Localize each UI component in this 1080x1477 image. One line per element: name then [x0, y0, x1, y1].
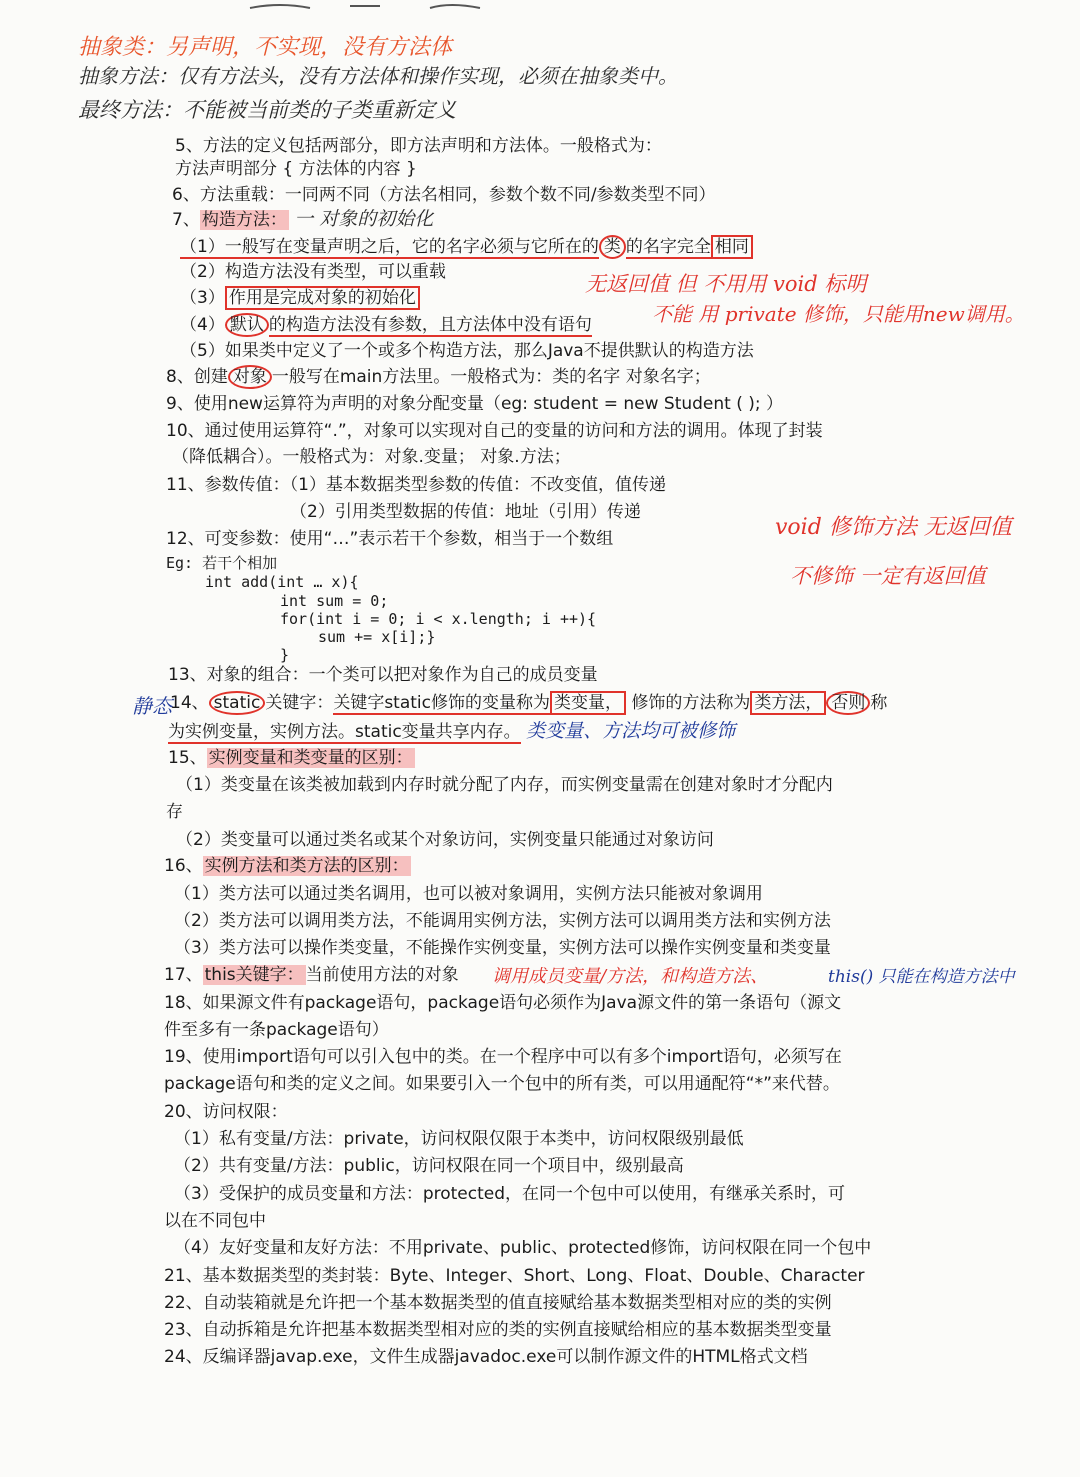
code-line-6: }	[280, 646, 290, 664]
item-7-3-number: （3）	[180, 288, 225, 308]
handwritten-abstract-method: 抽象方法：仅有方法头，没有方法体和操作实现，必须在抽象类中。	[78, 64, 678, 88]
item-6: 6、方法重载：一同两不同（方法名相同，参数个数不同/参数类型不同）	[172, 185, 716, 205]
item-7	[172, 208, 433, 231]
item-15-number: 15、	[168, 748, 207, 768]
handwritten-this-constructor-note: this() 只能在构造方法中	[828, 967, 1015, 987]
item-7-1-text: （1）一般写在变量声明之后，它的名字必须与它所在的	[180, 237, 599, 257]
item-14-number: 14、	[170, 693, 209, 713]
item-22: 22、自动装箱就是允许把一个基本数据类型的值直接赋给基本数据类型相对应的类的实例	[164, 1293, 832, 1313]
handwritten-no-return: 无返回值 但 不用用 void 标明	[585, 272, 867, 296]
item-20-4: （4）友好变量和友好方法：不用private、public、protected修饰，访问权限在同一个包中	[174, 1238, 872, 1258]
item-15-2: （2）类变量可以通过类名或某个对象访问，实例变量只能通过对象访问	[176, 830, 714, 850]
item-8-circled: 对象	[228, 365, 272, 389]
item-16-number: 16、	[164, 856, 203, 876]
handwritten-static-label: 静态	[132, 694, 172, 718]
code-line-2: int add(int … x){	[205, 573, 359, 591]
item-16-1: （1）类方法可以通过类名调用，也可以被对象调用，实例方法只能被对象调用	[174, 884, 763, 904]
handwritten-no-private: 不能 用 private 修饰，只能用new调用。	[652, 302, 1025, 326]
item-7-1-circled: 类	[599, 235, 626, 259]
item-19-line-2: package语句和类的定义之间。如果要引入一个包中的所有类，可以用通配符“*”来代替。	[164, 1074, 840, 1094]
item-14-text-b: 修饰的方法称为	[631, 693, 751, 713]
item-24: 24、反编译器javap.exe，文件生成器javadoc.exe可以制作源文件的HTML格式文档	[164, 1347, 808, 1367]
item-7-4-circled: 默认	[225, 313, 269, 337]
handwritten-this-note: 调用成员变量/方法，和构造方法、	[492, 966, 769, 987]
item-7-1-text-b: 的名字完全	[625, 237, 711, 257]
item-17-text: 当前使用方法的对象	[305, 965, 459, 985]
item-16-highlight: 实例方法和类方法的区别：	[204, 856, 409, 876]
item-14-text: 关键字static修饰的变量称为	[333, 693, 551, 713]
item-16-2: （2）类方法可以调用类方法，不能调用实例方法，实例方法可以调用类方法和实例方法	[174, 911, 831, 931]
item-14-line-1	[170, 692, 887, 714]
item-7-1-boxed: 相同	[711, 235, 753, 259]
item-17	[164, 964, 459, 986]
handwritten-non-void-note: 不修饰 一定有返回值	[790, 564, 986, 588]
item-9: 9、使用new运算符为声明的对象分配变量（eg: student = new Student ( ); ）	[166, 394, 784, 414]
item-20-1: （1）私有变量/方法：private，访问权限仅限于本类中，访问权限级别最低	[174, 1129, 744, 1149]
item-14-keyword: 关键字：	[265, 693, 334, 713]
item-7-4	[180, 314, 592, 336]
top-scribble	[240, 0, 500, 12]
item-7-5: （5）如果类中定义了一个或多个构造方法，那么Java不提供默认的构造方法	[180, 341, 754, 361]
item-17-highlight: this关键字：	[204, 965, 304, 985]
item-8	[166, 366, 711, 388]
item-5-line-1: 5、方法的定义包括两部分，即方法声明和方法体。一般格式为：	[175, 136, 662, 156]
item-12: 12、可变参数：使用“…”表示若干个参数，相当于一个数组	[166, 529, 614, 549]
item-18-line-2: 件至多有一条package语句）	[164, 1020, 389, 1040]
handwritten-abstract-class: 抽象类：另声明，不实现，没有方法体	[78, 35, 453, 60]
item-20-3-line-1: （3）受保护的成员变量和方法：protected，在同一个包中可以使用，有继承关系时，可	[174, 1184, 846, 1204]
item-14-class-method-boxed: 类方法，	[750, 691, 826, 715]
item-20-3-line-2: 以在不同包中	[164, 1211, 266, 1231]
item-13: 13、对象的组合：一个类可以把对象作为自己的成员变量	[168, 665, 598, 685]
item-11-line-2: （2）引用类型数据的传值：地址（引用）传递	[290, 502, 641, 522]
item-16-3: （3）类方法可以操作类变量，不能操作实例变量，实例方法可以操作实例变量和类变量	[174, 938, 831, 958]
item-7-2: （2）构造方法没有类型，可以重载	[180, 262, 446, 282]
item-18-line-1: 18、如果源文件有package语句，package语句必须作为Java源文件的第一条语句（源文	[164, 993, 842, 1013]
item-7-1	[180, 236, 753, 258]
handwritten-static-note: 类变量、方法均可被修饰	[526, 720, 736, 742]
item-10-line-2: （降低耦合）。一般格式为：对象.变量； 对象.方法；	[172, 447, 571, 467]
item-8-c: 一般写在main方法里。一般格式为：类的名字 对象名字；	[271, 367, 711, 387]
item-7-highlight: 构造方法：	[201, 210, 287, 230]
item-8-a: 8、创建	[166, 367, 228, 387]
item-15	[168, 747, 415, 769]
item-17-number: 17、	[164, 965, 203, 985]
code-line-3: int sum = 0;	[280, 592, 389, 610]
handwritten-constructor-note: 一 对象的初始化	[294, 208, 434, 230]
handwritten-final-method: 最终方法：不能被当前类的子类重新定义	[78, 98, 456, 122]
item-7-3-boxed: 作用是完成对象的初始化	[225, 286, 420, 310]
item-23: 23、自动拆箱是允许把基本数据类型相对应的类的实例直接赋给相应的基本数据类型变量	[164, 1320, 832, 1340]
item-7-3	[180, 287, 420, 309]
item-11-line-1: 11、参数传值：（1）基本数据类型参数的传值：不改变值，值传递	[166, 475, 666, 495]
item-21: 21、基本数据类型的类封装：Byte、Integer、Short、Long、Float、Double、Character	[164, 1266, 865, 1286]
code-line-5: sum += x[i];}	[318, 628, 436, 646]
code-line-1: Eg: 若干个相加	[166, 554, 278, 572]
item-14-text-c: 称	[870, 693, 888, 713]
item-15-1-line-2: 存	[166, 802, 183, 822]
item-15-1-line-1: （1）类变量在该类被加载到内存时就分配了内存，而实例变量需在创建对象时才分配内	[176, 775, 833, 795]
item-10-line-1: 10、通过使用运算符“.”，对象可以实现对自己的变量的访问和方法的调用。体现了封装	[166, 421, 823, 441]
handwritten-void-note: void 修饰方法 无返回值	[775, 515, 1012, 540]
item-7-4-text: 的构造方法没有参数，且方法体中没有语句	[268, 315, 592, 335]
item-15-highlight: 实例变量和类变量的区别：	[208, 748, 413, 768]
item-16	[164, 855, 411, 877]
item-14-static-circled: static	[209, 691, 266, 715]
item-14-line-2	[168, 720, 735, 743]
item-7-4-number: （4）	[180, 315, 225, 335]
item-7-number: 7、	[172, 210, 200, 230]
item-14-class-var-boxed: 类变量，	[550, 691, 626, 715]
item-5-line-2: 方法声明部分 { 方法体的内容 }	[175, 159, 417, 179]
code-line-4: for(int i = 0; i < x.length; i ++){	[280, 610, 597, 628]
item-19-line-1: 19、使用import语句可以引入包中的类。在一个程序中可以有多个import语句，必须写在	[164, 1047, 842, 1067]
item-14-otherwise-circled: 否则	[826, 691, 870, 715]
item-14-line-2-text: 为实例变量，实例方法。static变量共享内存。	[168, 722, 521, 742]
item-20-2: （2）共有变量/方法：public，访问权限在同一个项目中，级别最高	[174, 1156, 684, 1176]
item-20: 20、访问权限：	[164, 1102, 288, 1122]
